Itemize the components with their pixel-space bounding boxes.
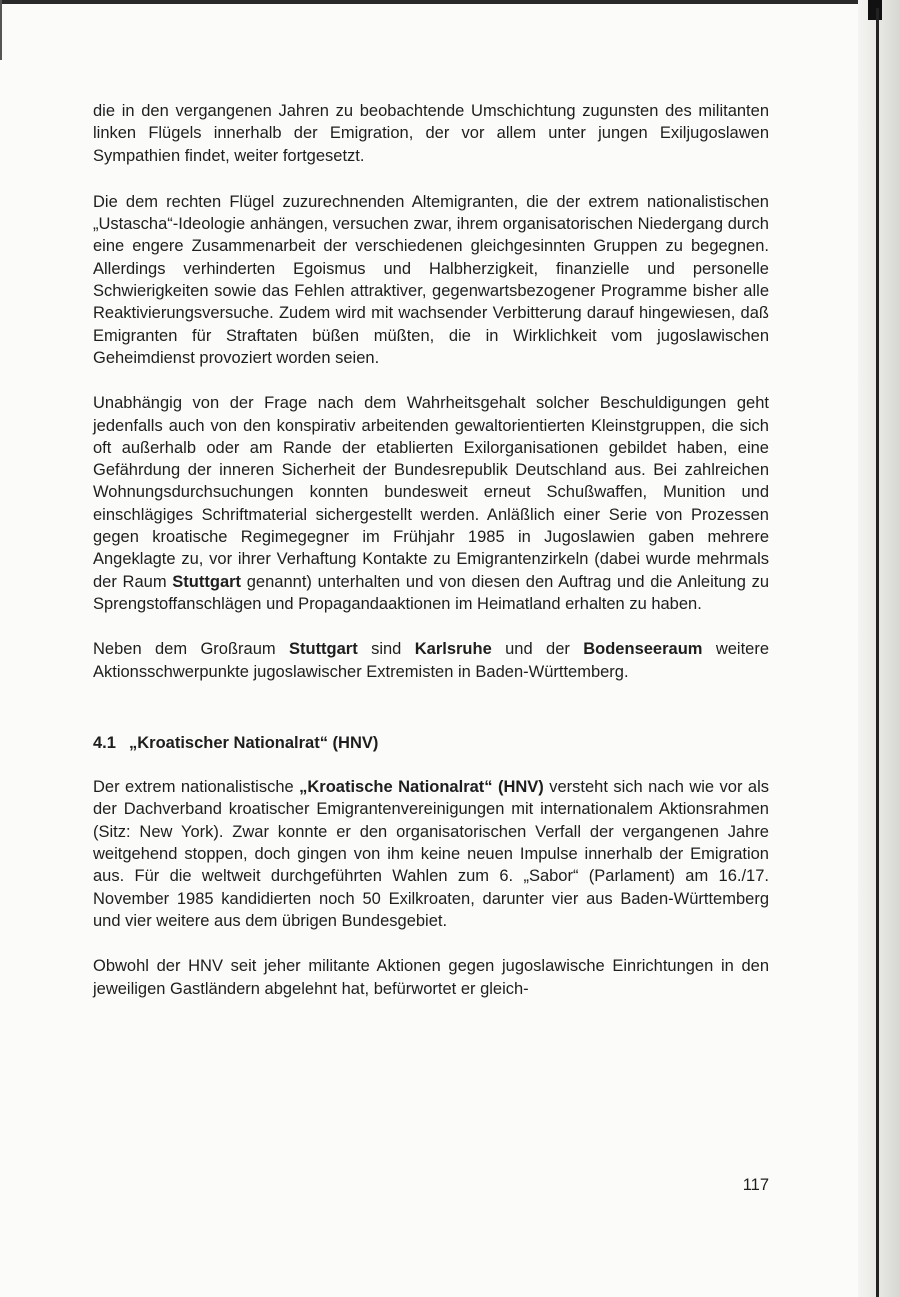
bold-place-name: Bodenseeraum [583, 640, 703, 659]
scan-top-edge [0, 0, 900, 4]
bold-place-name: Stuttgart [172, 572, 242, 591]
bold-organization-name: „Kroatische Nationalrat“ (HNV) [299, 778, 544, 797]
scan-corner-mark [868, 0, 882, 20]
book-binding-line [876, 8, 879, 1297]
paragraph: Der extrem nationalistische „Kroatische Nationalrat“ (HNV) versteht sich nach wie vor als der Dachverband kroatischer Emigrantenvereinigungen mit internationalem Aktionsrahmen (Sitz: New York). Zwar konnte er den organisatorischen Verfall der vergangenen Jahre weitgehend stoppen, doch gingen von ihm keine neuen Impulse innerhalb der Emigration aus. Für die weltweit durchgeführten Wahlen zum 6. „Sabor“ (Parlament) am 16./17. November 1985 kandidierten noch 50 Exilkroaten, darunter vier aus Baden-Württemberg und vier weitere aus dem übrigen Bundesgebiet. [93, 778, 769, 930]
paragraph: die in den vergangenen Jahren zu beobachtende Umschichtung zugunsten des militanten linken Flügels innerhalb der Emigration, der vor allem unter jungen Exiljugoslawen Sympathien findet, weiter fortgesetzt. [93, 102, 769, 165]
paragraph: Obwohl der HNV seit jeher militante Aktionen gegen jugoslawische Einrichtungen in den jeweiligen Gastländern abgelehnt hat, befürwortet er gleich- [93, 957, 769, 998]
section-number: 4.1 [93, 733, 116, 752]
page-number: 117 [742, 1176, 769, 1194]
body-text [93, 100, 769, 1023]
section-heading [93, 732, 769, 754]
bold-place-name: Karlsruhe [414, 640, 492, 659]
paragraph: Unabhängig von der Frage nach dem Wahrheitsgehalt solcher Beschuldigungen geht jedenfalls auch von den konspirativ arbeitenden gewaltorientierten Kleinstgruppen, die sich oft außerhalb oder am Rande der etablierten Exilorganisationen gebildet haben, eine Gefährdung der inneren Sicherheit der Bundesrepublik Deutschland aus. Bei zahlreichen Wohnungsdurchsuchungen konnten bundesweit erneut Schußwaffen, Munition und einschlägiges Schriftmaterial sichergestellt werden. Anläßlich einer Serie von Prozessen gegen kroatische Regimegegner im Frühjahr 1985 in Jugoslawien gaben mehrere Angeklagte zu, vor ihrer Verhaftung Kontakte zu Emigrantenzirkeln (dabei wurde mehrmals der Raum Stuttgart genannt) unterhalten und von diesen den Auftrag und die Anleitung zu Sprengstoffanschlägen und Propagandaaktionen im Heimatland erhalten zu haben. [93, 394, 770, 613]
section-title: „Kroatischer Nationalrat“ (HNV) [129, 733, 379, 752]
paragraph: Die dem rechten Flügel zuzurechnenden Altemigranten, die der extrem nationalistischen „Ustascha“-Ideologie anhängen, versuchen zwar, ihrem organisatorischen Niedergang durch eine engere Zusammenarbeit der verschiedenen gleichgesinnten Gruppen zu begegnen. Allerdings verhinderten Egoismus und Halbherzigkeit, finanzielle und personelle Schwierigkeiten sowie das Fehlen attraktiver, gegenwartsbezogener Programme bisher alle Reaktivierungsversuche. Zudem wird mit wachsender Verbitterung darauf hingewiesen, daß Emigranten für Straftaten büßen müßten, die in Wirklichkeit vom jugoslawischen Geheimdienst provoziert worden seien. [93, 192, 769, 367]
scan-left-edge [0, 0, 2, 60]
book-spine-shadow [858, 0, 900, 1297]
paragraph: Neben dem Großraum Stuttgart sind Karlsruhe und der Bodenseeraum weitere Aktionsschwerpunkte jugoslawischer Extremisten in Baden-Württemberg. [93, 640, 770, 681]
bold-place-name: Stuttgart [288, 640, 358, 659]
